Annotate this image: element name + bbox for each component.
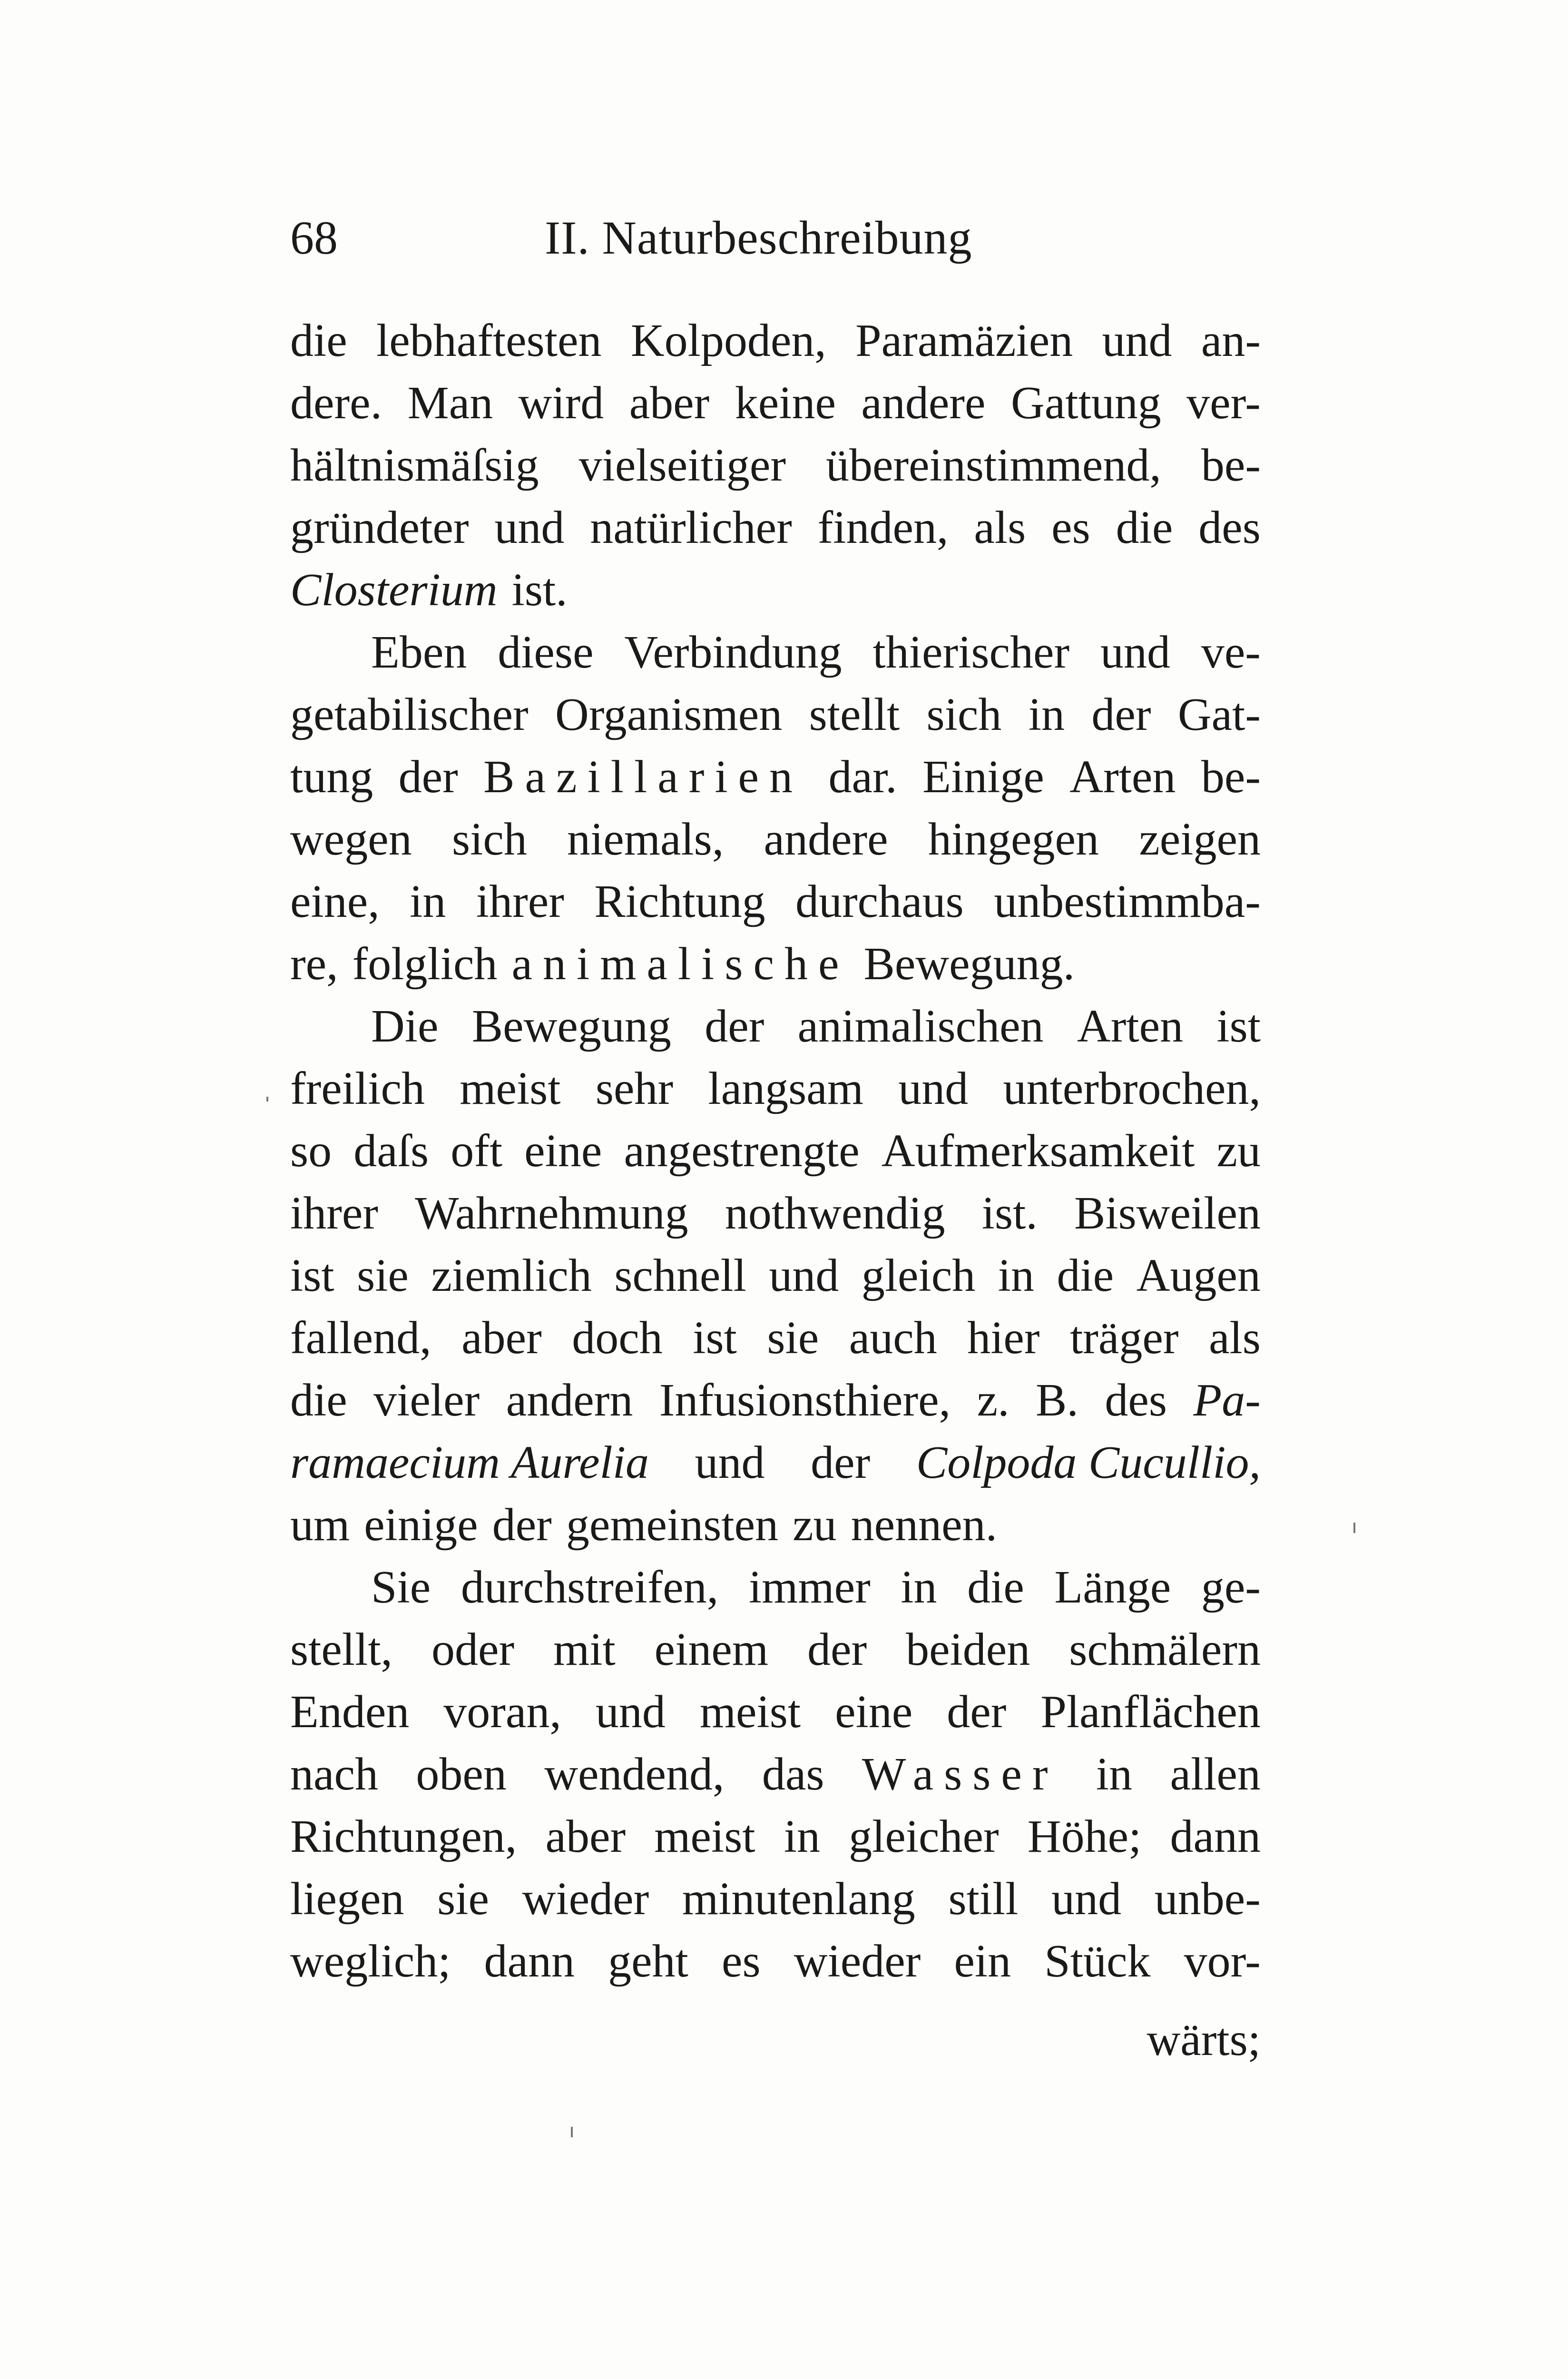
italic-term: Colpoda Cucullio, (916, 1436, 1261, 1488)
text-line (290, 1182, 1261, 1244)
word: wendend, (544, 1748, 725, 1800)
word: ist. (981, 1187, 1038, 1239)
word: eine (835, 1686, 913, 1738)
word: an- (1201, 315, 1261, 366)
word: beiden (906, 1623, 1030, 1675)
word: es (1051, 501, 1090, 553)
text-line (290, 933, 1261, 995)
word: in (998, 1249, 1034, 1301)
word: gleicher (849, 1810, 999, 1862)
word: nach (290, 1748, 378, 1800)
word: gründeter (290, 501, 469, 553)
word: aber (545, 1810, 626, 1862)
word: auch (849, 1312, 937, 1364)
text-line (290, 995, 1261, 1057)
word: getabilischer (290, 688, 529, 740)
word: mit (553, 1623, 616, 1675)
italic-term: Closterium (290, 564, 498, 616)
word: zu (1216, 1125, 1261, 1177)
word: Bisweilen (1074, 1187, 1261, 1239)
word: andere (764, 813, 888, 865)
word: unterbrochen, (1003, 1062, 1261, 1114)
word: Augen (1136, 1249, 1261, 1301)
word: wegen (290, 813, 412, 865)
word: unbestimmba- (994, 875, 1261, 927)
word: nothwendig (725, 1187, 945, 1239)
word: B. (1036, 1374, 1078, 1426)
word: in (1028, 688, 1065, 740)
word: ein (954, 1935, 1011, 1987)
word: angestrengte (624, 1125, 860, 1177)
word: vielseitiger (578, 439, 786, 491)
word: minutenlang (682, 1873, 915, 1925)
word: das (762, 1748, 824, 1800)
word: Sie (371, 1561, 431, 1613)
word: schmälern (1069, 1623, 1261, 1675)
word: ziemlich (431, 1249, 592, 1301)
text-line (290, 1494, 1261, 1556)
word: gemeinsten (566, 1499, 779, 1551)
text-line (290, 1868, 1261, 1930)
word: thierischer (872, 626, 1070, 678)
word: durchaus (795, 875, 964, 927)
text-line (290, 1369, 1261, 1431)
word: tung (290, 751, 373, 803)
word: eine (524, 1125, 602, 1177)
text-line (290, 1930, 1261, 1992)
word: keine (735, 377, 836, 429)
word: und (595, 1686, 666, 1738)
word: Länge (1054, 1561, 1171, 1613)
word: Man (407, 377, 493, 429)
text-line (290, 808, 1261, 870)
word: als (974, 501, 1026, 553)
word: in (1096, 1748, 1133, 1800)
text-line (290, 1681, 1261, 1743)
word: z. (977, 1374, 1009, 1426)
word: Organismen (555, 688, 783, 740)
word: dar. (828, 751, 897, 803)
word: niemals, (567, 813, 724, 865)
print-mark (266, 1097, 268, 1101)
text-line (290, 746, 1261, 808)
word: wieder (522, 1873, 649, 1925)
paragraph (290, 309, 1261, 621)
word: übereinstimmend, (825, 439, 1161, 491)
word: sie (357, 1249, 409, 1301)
word: und (695, 1436, 765, 1488)
word: der (398, 751, 458, 803)
word: Arten (1077, 1000, 1184, 1052)
word: sie (437, 1873, 489, 1925)
text-line (290, 496, 1261, 559)
word: hingegen (928, 813, 1099, 865)
word: be- (1201, 439, 1261, 491)
spaced-term: Bazillarien (483, 751, 804, 803)
word: Gattung (1010, 377, 1161, 429)
print-mark (571, 2127, 573, 2137)
word: der (1091, 688, 1151, 740)
word: die (967, 1561, 1024, 1613)
word: ist (1216, 1000, 1261, 1052)
spaced-term: Wasser (862, 1748, 1058, 1800)
text-line (290, 372, 1261, 434)
word: Kolpoden, (630, 315, 826, 366)
word: durchstreifen, (461, 1561, 719, 1613)
word: aber (461, 1312, 542, 1364)
word: um (290, 1499, 350, 1551)
word: stellt (809, 688, 900, 740)
word: wieder (794, 1935, 921, 1987)
word: zeigen (1139, 813, 1261, 865)
word: Höhe; (1027, 1810, 1142, 1862)
text-line (290, 1120, 1261, 1182)
word: liegen (290, 1873, 404, 1925)
word: nennen. (851, 1499, 998, 1551)
word: oben (416, 1748, 507, 1800)
word: des (1105, 1374, 1167, 1426)
word: lebhaftesten (376, 315, 602, 366)
word: langsam (708, 1062, 863, 1114)
word: dann (1170, 1810, 1261, 1862)
word: und (1102, 315, 1172, 366)
word: aber (629, 377, 710, 429)
word: eine, (290, 875, 380, 927)
word: und (494, 501, 565, 553)
word: fallend, (290, 1312, 431, 1364)
text-line (290, 1618, 1261, 1681)
word: und (1051, 1873, 1122, 1925)
running-head: II. Naturbeschreibung (545, 211, 972, 264)
word: Bewegung (471, 1000, 671, 1052)
word: der (492, 1499, 552, 1551)
word: be- (1201, 751, 1261, 803)
text-line (290, 1431, 1261, 1494)
word: diese (498, 626, 594, 678)
text-line (290, 1057, 1261, 1120)
word: Einige (922, 751, 1044, 803)
paragraph (290, 1556, 1261, 1992)
word: doch (572, 1312, 663, 1364)
page-header (290, 205, 1261, 271)
word: animalischen (797, 1000, 1044, 1052)
word: Wahrnehmung (415, 1187, 688, 1239)
word: und (898, 1062, 969, 1114)
word: zu (793, 1499, 837, 1551)
text-line (290, 1556, 1261, 1618)
word: still (948, 1873, 1019, 1925)
word: ist (290, 1249, 334, 1301)
word: Arten (1069, 751, 1176, 803)
catchword: wärts; (1147, 2014, 1261, 2065)
word: andern (506, 1374, 633, 1426)
word: es (721, 1935, 761, 1987)
word: weglich; (290, 1935, 451, 1987)
word: hältnismäſsig (290, 439, 539, 491)
word: natürlicher (590, 501, 792, 553)
word: hier (967, 1312, 1040, 1364)
text-line (290, 870, 1261, 933)
word: der (947, 1686, 1007, 1738)
word: die (290, 315, 347, 366)
word: einem (654, 1623, 769, 1675)
word: re, (290, 938, 338, 990)
word: oft (451, 1125, 503, 1177)
italic-term: Pa- (1193, 1374, 1261, 1426)
word: Bewegung. (863, 938, 1075, 990)
word: Paramäzien (855, 315, 1073, 366)
word: ist. (511, 564, 568, 616)
word: der (811, 1436, 871, 1488)
word: meist (460, 1062, 561, 1114)
word: vieler (373, 1374, 480, 1426)
word: voran, (443, 1686, 561, 1738)
text-line (290, 1743, 1261, 1805)
word: Stück (1044, 1935, 1151, 1987)
word: wird (518, 377, 604, 429)
body-text (290, 309, 1261, 1992)
word: finden, (817, 501, 949, 553)
word: ihrer (290, 1187, 378, 1239)
word: allen (1170, 1748, 1261, 1800)
word: der (705, 1000, 764, 1052)
text-line (290, 309, 1261, 372)
text-line (290, 559, 1261, 621)
print-mark (1353, 1523, 1355, 1533)
word: sie (767, 1312, 819, 1364)
word: ist (693, 1312, 737, 1364)
word: daſs (353, 1125, 429, 1177)
word: der (807, 1623, 867, 1675)
word: andere (861, 377, 986, 429)
spaced-term: animalische (511, 938, 850, 990)
text-line (290, 1805, 1261, 1868)
word: Planflächen (1040, 1686, 1261, 1738)
word: und (1100, 626, 1170, 678)
word: die (290, 1374, 347, 1426)
word: folglich (352, 938, 498, 990)
word: sich (451, 813, 527, 865)
paragraph (290, 995, 1261, 1556)
word: Eben (371, 626, 467, 678)
word: Aufmerksamkeit (881, 1125, 1195, 1177)
word: die (1057, 1249, 1114, 1301)
word: in (410, 875, 446, 927)
word: die (1116, 501, 1173, 553)
text-line (290, 434, 1261, 496)
text-line (290, 621, 1261, 683)
word: und (769, 1249, 839, 1301)
italic-term: ramaecium Aurelia (290, 1436, 649, 1488)
text-line (290, 683, 1261, 746)
word: unbe- (1154, 1873, 1261, 1925)
word: ihrer (476, 875, 564, 927)
word: einige (364, 1499, 478, 1551)
word: träger (1070, 1312, 1179, 1364)
word: sehr (595, 1062, 674, 1114)
word: sich (926, 688, 1002, 740)
word: Richtungen, (290, 1810, 517, 1862)
word: meist (654, 1810, 755, 1862)
word: als (1209, 1312, 1261, 1364)
word: ge- (1201, 1561, 1261, 1613)
word: in (784, 1810, 820, 1862)
word: Verbindung (624, 626, 842, 678)
word: Infusionsthiere, (659, 1374, 951, 1426)
word: in (901, 1561, 937, 1613)
word: geht (608, 1935, 688, 1987)
word: dere. (290, 377, 382, 429)
word: Gat- (1177, 688, 1261, 740)
word: freilich (290, 1062, 425, 1114)
word: schnell (614, 1249, 746, 1301)
word: gleich (861, 1249, 976, 1301)
word: stellt, (290, 1623, 393, 1675)
word: Richtung (594, 875, 765, 927)
word: immer (748, 1561, 871, 1613)
word: des (1198, 501, 1261, 553)
word: dann (484, 1935, 575, 1987)
word: ver- (1186, 377, 1261, 429)
word: vor- (1184, 1935, 1261, 1987)
word: ve- (1201, 626, 1261, 678)
word: so (290, 1125, 332, 1177)
word: Enden (290, 1686, 410, 1738)
word: Die (371, 1000, 439, 1052)
page-number: 68 (290, 211, 338, 264)
text-line (290, 1244, 1261, 1307)
text-line (290, 1307, 1261, 1369)
word: meist (699, 1686, 801, 1738)
word: oder (431, 1623, 515, 1675)
paragraph (290, 621, 1261, 995)
